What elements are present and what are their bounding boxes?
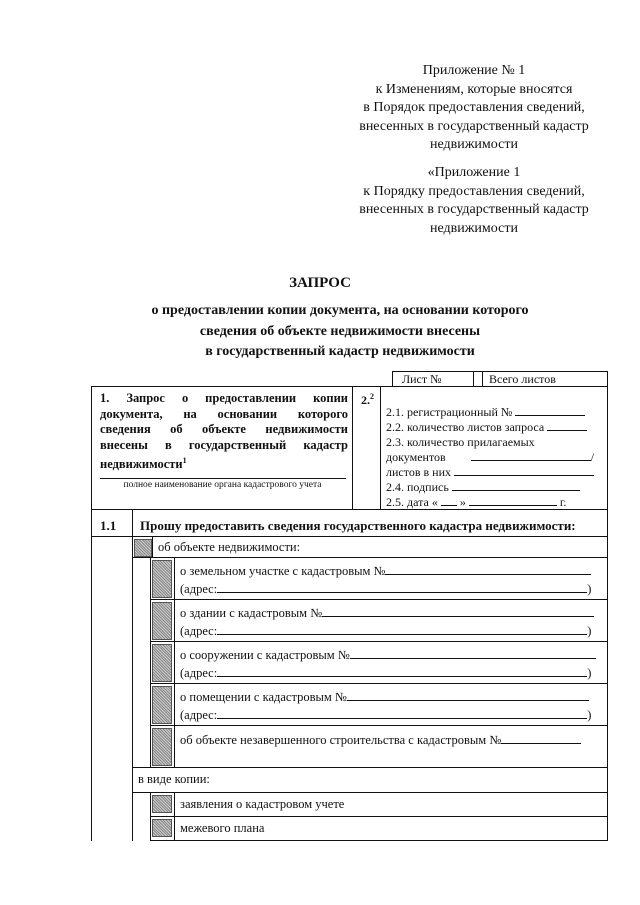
structure-label — [180, 648, 596, 663]
land-plot-address-row — [180, 582, 591, 597]
attached-docs-label: документов — [386, 450, 446, 464]
land-plot-number-field[interactable] — [385, 564, 591, 575]
premises-label — [180, 690, 589, 705]
attached-row-a — [386, 435, 535, 450]
premises-number-field[interactable] — [347, 690, 589, 701]
appendix-1-line: внесенных в государственный кадастр — [359, 118, 589, 134]
divider — [152, 537, 153, 557]
address-close: ) — [587, 708, 592, 722]
table-left-border — [91, 386, 92, 841]
reg-number-row — [386, 405, 585, 420]
date-quote: » — [459, 495, 466, 509]
reg-number-label: 2.1. регистрационный № — [386, 405, 513, 419]
sheets-count-field[interactable] — [547, 420, 587, 431]
item-1-body: 1. Запрос о предоставлении копии документа, на основании которого сведения об объекте недвижимости внесены в государственный кадастр недвижимости — [100, 391, 348, 472]
appendix-2-line: «Приложение 1 — [427, 165, 521, 180]
copy-label: в виде копии: — [138, 772, 210, 786]
item-1-footnote-mark: 1 — [182, 456, 187, 465]
address-close: ) — [587, 666, 592, 680]
document-subtitle — [0, 301, 640, 363]
row-border — [150, 840, 608, 841]
address-close: ) — [587, 624, 592, 638]
reg-number-field[interactable] — [515, 405, 585, 416]
date-month-field[interactable] — [469, 495, 557, 506]
structure-address-field[interactable] — [217, 666, 587, 677]
sheet-box-right — [607, 371, 608, 387]
premises-address-field[interactable] — [217, 708, 587, 719]
land-plot-label — [180, 564, 591, 579]
appendix-2-line: недвижимости — [430, 220, 518, 236]
structure-text: о сооружении с кадастровым № — [180, 648, 350, 662]
address-label: (адрес: — [180, 582, 218, 596]
section-number: 1.1 — [100, 518, 117, 533]
unfinished-number-field[interactable] — [501, 733, 581, 744]
appendix-1-line: в Порядок предоставления сведений, — [363, 100, 585, 115]
land-plot-address-field[interactable] — [217, 582, 587, 593]
appendix-1-line: к Изменениям, которые вносятся — [375, 81, 573, 97]
sheets-count-label: 2.2. количество листов запроса — [386, 420, 545, 434]
unfinished-checkbox[interactable] — [152, 728, 172, 766]
structure-number-field[interactable] — [350, 648, 596, 659]
building-text: о здании с кадастровым № — [180, 606, 323, 620]
row-border — [132, 767, 608, 768]
about-object-checkbox[interactable] — [134, 539, 152, 557]
sheet-no-label: Лист № — [402, 372, 442, 386]
about-object-label: об объекте недвижимости: — [158, 540, 301, 554]
address-label: (адрес: — [180, 708, 218, 722]
table-right-border — [607, 386, 608, 841]
row-border — [150, 683, 608, 684]
sheet-box-left — [392, 371, 393, 387]
item-2-footnote-mark: 2 — [370, 392, 374, 401]
boundary-plan-checkbox[interactable] — [152, 819, 172, 837]
appendix-2-block — [344, 164, 604, 238]
row-border — [150, 816, 608, 817]
row-border — [150, 725, 608, 726]
appendix-1-line: Приложение № 1 — [422, 63, 526, 78]
row-border — [132, 792, 608, 793]
application-copy-label: заявления о кадастровом учете — [180, 797, 345, 811]
item-2-number — [361, 392, 374, 408]
subtitle-line: сведения об объекте недвижимости внесены — [199, 323, 481, 339]
date-day-field[interactable] — [441, 495, 457, 506]
item-1-text — [100, 391, 348, 473]
building-number-field[interactable] — [322, 606, 594, 617]
date-year-suffix: г. — [559, 495, 567, 509]
appendix-1-line: недвижимости — [430, 137, 518, 152]
subtitle-line: о предоставлении копии документа, на основании которого — [151, 303, 529, 318]
date-row — [386, 495, 566, 510]
header-divider-2 — [380, 386, 381, 510]
slash-separator: / — [590, 450, 595, 464]
item-1-caption: полное наименование органа кадастрового учета — [123, 480, 322, 490]
premises-text: о помещении с кадастровым № — [180, 690, 347, 704]
signature-label: 2.4. подпись — [386, 480, 449, 494]
building-address-row — [180, 624, 591, 639]
structure-checkbox[interactable] — [152, 644, 172, 682]
sheets-count-row — [386, 420, 587, 435]
building-address-field[interactable] — [217, 624, 587, 635]
attached-row-b — [386, 450, 594, 465]
address-label: (адрес: — [180, 666, 218, 680]
section-heading: Прошу предоставить сведения государственного кадастра недвижимости: — [140, 518, 576, 533]
row-border — [132, 557, 608, 558]
unfinished-text: об объекте незавершенного строительства с кадастровым № — [180, 733, 502, 747]
signature-field[interactable] — [452, 480, 580, 491]
application-copy-checkbox[interactable] — [152, 795, 172, 813]
structure-address-row — [180, 666, 591, 681]
subtitle-line: в государственный кадастр недвижимости — [205, 344, 475, 359]
appendix-1-block — [344, 62, 604, 155]
appendix-2-line: к Порядку предоставления сведений, — [363, 183, 585, 199]
options-check-border — [174, 557, 175, 767]
item-1-fill-line[interactable] — [100, 478, 346, 479]
attached-sheets-label: листов в них — [386, 465, 451, 479]
row-border — [150, 641, 608, 642]
total-sheets-label: Всего листов — [489, 372, 556, 386]
signature-row — [386, 480, 580, 495]
attached-row-c — [386, 465, 594, 480]
row-border — [150, 599, 608, 600]
sheet-box-mid — [473, 371, 474, 387]
appendix-2-line: внесенных в государственный кадастр — [359, 202, 589, 217]
premises-address-row — [180, 708, 591, 723]
date-label: 2.5. дата « — [386, 495, 438, 509]
land-plot-text: о земельном участке с кадастровым № — [180, 564, 386, 578]
header-divider — [352, 386, 353, 510]
building-label — [180, 606, 594, 621]
attached-docs-field[interactable] — [471, 450, 591, 461]
building-checkbox[interactable] — [152, 602, 172, 640]
address-close: ) — [587, 582, 592, 596]
land-plot-checkbox[interactable] — [152, 560, 172, 598]
document-title: ЗАПРОС — [289, 275, 351, 291]
unfinished-label — [180, 733, 581, 748]
options-left-border — [150, 557, 151, 767]
boundary-plan-label: межевого плана — [180, 821, 265, 835]
attached-sheets-field[interactable] — [454, 465, 594, 476]
sheet-box-mid2 — [482, 371, 483, 387]
section-head-bottom — [91, 536, 608, 537]
address-label: (адрес: — [180, 624, 218, 638]
item-2-num: 2. — [361, 393, 370, 407]
premises-checkbox[interactable] — [152, 686, 172, 724]
table-top-border — [91, 386, 608, 387]
attached-label: 2.3. количество прилагаемых — [386, 435, 535, 449]
